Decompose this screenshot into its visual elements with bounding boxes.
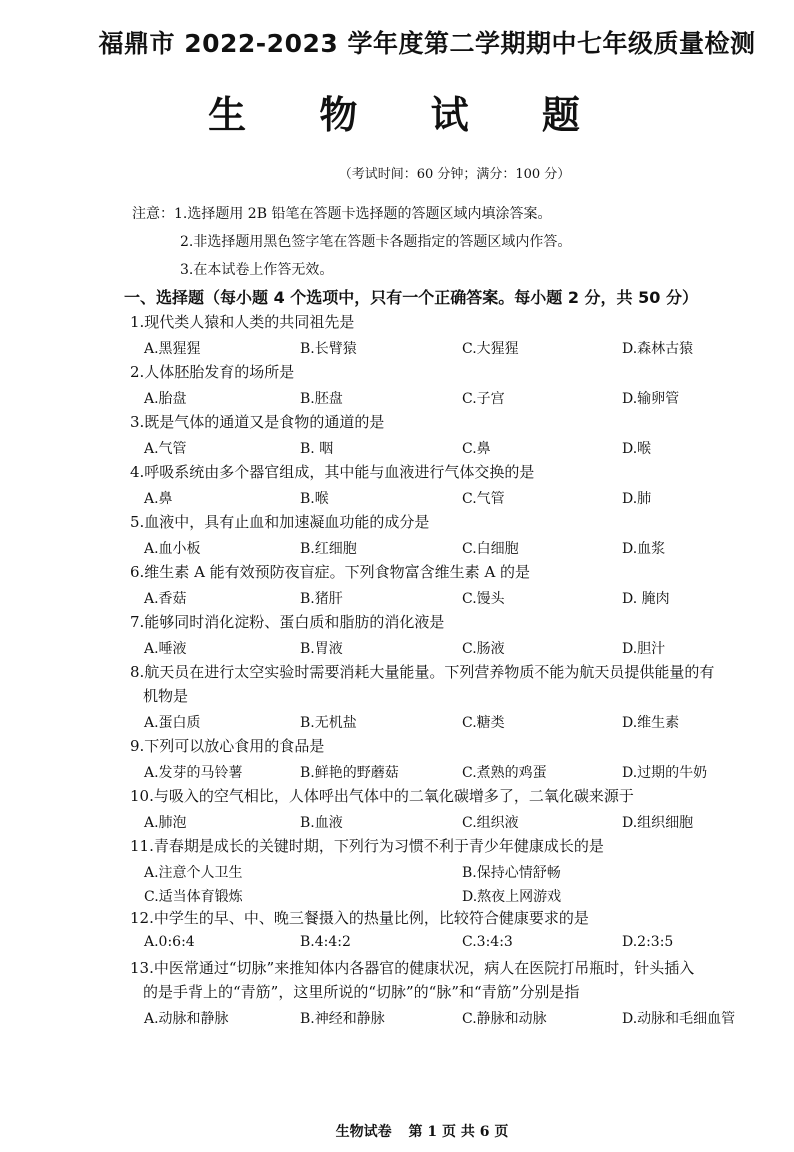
option-c: C.适当体育锻炼 [144,889,243,905]
notes-label: 注意： [132,206,174,222]
option-a: A.动脉和静脉 [144,1011,229,1027]
option-a: A.血小板 [144,541,201,557]
question-stem-line: 8.航天员在进行太空实验时需要消耗大量能量。下列营养物质不能为航天员提供能量的有 [130,663,715,681]
question-12 [130,906,790,956]
option-b: B.4:4:2 [300,934,351,950]
question-stem [130,660,790,708]
option-b: B.鲜艳的野蘑菇 [300,765,399,781]
question-list [130,310,790,1030]
option-d: D.肺 [622,491,652,507]
option-d: D.喉 [622,441,652,457]
question-6 [130,560,790,610]
question-stem [130,956,790,1004]
question-7 [130,610,790,660]
question-stem-continuation: 的是手背上的“青筋”，这里所说的“切脉”的“脉”和“青筋”分别是指 [143,983,580,1001]
option-a: A.0:6:4 [144,934,195,950]
note-row-2 [132,228,571,256]
option-b: B.保持心情舒畅 [462,865,561,881]
question-stem: 7.能够同时消化淀粉、蛋白质和脂肪的消化液是 [130,613,445,631]
options-grid [130,858,790,906]
option-d: D.组织细胞 [622,815,694,831]
footer-page-number: 第 1 页 共 6 页 [408,1124,509,1140]
option-d: D.胆汁 [622,641,666,657]
question-stem: 1.现代类人猿和人类的共同祖先是 [130,313,355,331]
section-heading: 一、选择题（每小题 4 个选项中，只有一个正确答案。每小题 2 分，共 50 分） [124,288,698,307]
option-d: D.血浆 [622,541,666,557]
question-stem: 4.呼吸系统由多个器官组成，其中能与血液进行气体交换的是 [130,463,535,481]
option-b: B. 咽 [300,441,334,457]
option-a: A.黑猩猩 [144,341,201,357]
option-d: D. 腌肉 [622,591,670,607]
option-c: C.气管 [462,491,505,507]
question-8 [130,660,790,734]
options-row [130,930,790,956]
exam-title: 福鼎市 2022-2023 学年度第二学期期中七年级质量检测 [98,29,756,58]
options-row [130,534,790,560]
note-item: 1.选择题用 2B 铅笔在答题卡选择题的答题区域内填涂答案。 [174,206,552,222]
option-a: A.唾液 [144,641,187,657]
question-13 [130,956,790,1030]
question-10 [130,784,790,834]
option-c: C.静脉和动脉 [462,1011,547,1027]
question-11 [130,834,790,906]
option-d: D.2:3:5 [622,934,674,950]
option-c: C.肠液 [462,641,505,657]
option-d: D.动脉和毛细血管 [622,1011,736,1027]
option-b: B.长臂猿 [300,341,357,357]
options-row [130,808,790,834]
option-b: B.血液 [300,815,343,831]
question-2 [130,360,790,410]
option-d: D.过期的牛奶 [622,765,708,781]
option-a: A.发芽的马铃薯 [144,765,243,781]
option-a: A.胎盘 [144,391,187,407]
option-c: C.大猩猩 [462,341,519,357]
option-c: C.白细胞 [462,541,519,557]
options-row [130,634,790,660]
options-row [130,1004,790,1030]
option-c: C.煮熟的鸡蛋 [462,765,547,781]
page-footer [0,1121,794,1141]
question-stem: 9.下列可以放心食用的食品是 [130,737,325,755]
option-b: B.红细胞 [300,541,357,557]
option-c: C.子宫 [462,391,505,407]
option-c: C.糖类 [462,715,505,731]
option-b: B.无机盐 [300,715,357,731]
footer-subject: 生物试卷 [335,1124,392,1140]
question-stem-continuation: 机物是 [143,687,189,705]
subject-title: 生 物 试 题 [208,93,610,137]
option-b: B.猪肝 [300,591,343,607]
option-a: A.香菇 [144,591,187,607]
option-d: D.熬夜上网游戏 [462,889,562,905]
notes-block [132,200,571,284]
note-item: 3.在本试卷上作答无效。 [180,262,334,278]
options-row [130,584,790,610]
question-stem: 12.中学生的早、中、晚三餐摄入的热量比例，比较符合健康要求的是 [130,909,589,927]
option-a: A.注意个人卫生 [144,865,243,881]
option-d: D.输卵管 [622,391,680,407]
option-b: B.胚盘 [300,391,343,407]
question-3 [130,410,790,460]
options-row [130,434,790,460]
question-stem: 2.人体胚胎发育的场所是 [130,363,295,381]
question-4 [130,460,790,510]
note-row-3 [132,256,571,284]
exam-time-info: （考试时间：60 分钟；满分：100 分） [338,167,571,182]
question-stem: 10.与吸入的空气相比，人体呼出气体中的二氧化碳增多了，二氧化碳来源于 [130,787,634,805]
options-row [130,708,790,734]
option-a: A.鼻 [144,491,173,507]
options-row [130,758,790,784]
options-row [130,484,790,510]
option-c: C.3:4:3 [462,934,513,950]
question-1 [130,310,790,360]
option-b: B.喉 [300,491,329,507]
options-row [130,334,790,360]
option-b: B.胃液 [300,641,343,657]
question-stem: 3.既是气体的通道又是食物的通道的是 [130,413,385,431]
option-d: D.维生素 [622,715,680,731]
note-item: 2.非选择题用黑色签字笔在答题卡各题指定的答题区域内作答。 [180,234,572,250]
option-a: A.肺泡 [144,815,187,831]
note-row-1 [132,200,571,228]
option-a: A.气管 [144,441,187,457]
question-stem: 11.青春期是成长的关键时期，下列行为习惯不利于青少年健康成长的是 [130,837,604,855]
option-c: C.鼻 [462,441,491,457]
question-stem: 6.维生素 A 能有效预防夜盲症。下列食物富含维生素 A 的是 [130,563,531,581]
question-stem: 5.血液中，具有止血和加速凝血功能的成分是 [130,513,430,531]
question-5 [130,510,790,560]
option-c: C.组织液 [462,815,519,831]
question-9 [130,734,790,784]
option-a: A.蛋白质 [144,715,201,731]
option-b: B.神经和静脉 [300,1011,385,1027]
option-c: C.馒头 [462,591,505,607]
question-stem-line: 13.中医常通过“切脉”来推知体内各器官的健康状况，病人在医院打吊瓶时，针头插入 [130,959,695,977]
options-row [130,384,790,410]
option-d: D.森林古猿 [622,341,694,357]
